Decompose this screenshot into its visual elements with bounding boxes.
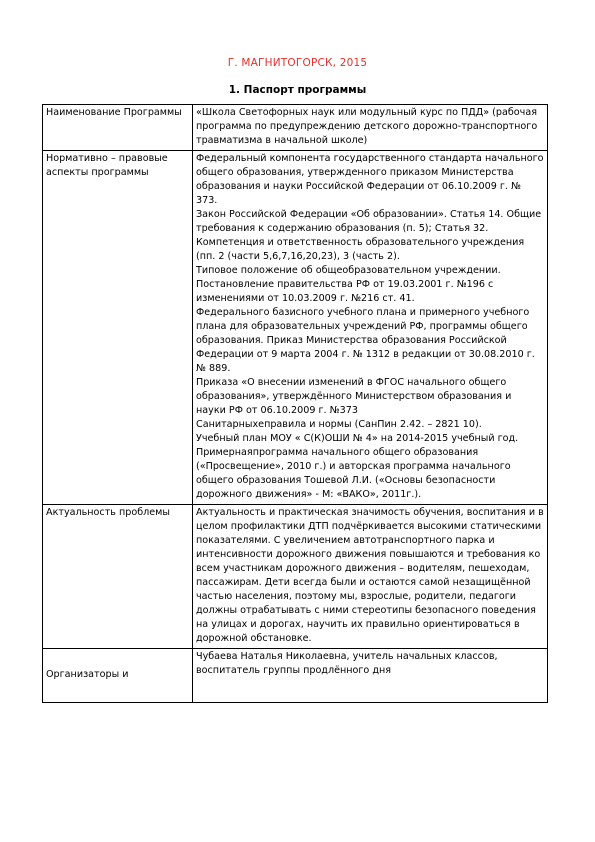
row-content (193, 649, 548, 703)
row-content (193, 505, 548, 649)
row-label: Нормативно – правовые аспекты программы (43, 151, 193, 505)
paragraph: Типовое положение об общеобразовательном учреждении. Постановление правительства РФ от 19.03.2001 г. №196 с изменениями от 10.03.2009 г. №216 ст. 41. (196, 265, 501, 304)
row-label: Наименование Программы (43, 105, 193, 151)
section-title: 1. Паспорт программы (228, 84, 367, 96)
paragraph: «Школа Светофорных наук или модульный курс по ПДД» (рабочая программа по предупреждению детского дорожно-транспортного травматизма в начальной школе) (196, 107, 538, 146)
paragraph: Приказа «О внесении изменений в ФГОС начального общего образования», утверждённого Министерством образования и науки РФ от 06.10.2009 г. №373 (196, 377, 512, 416)
row-label: Организаторы и (46, 669, 129, 680)
paragraph: Чубаева Наталья Николаевна, учитель начальных классов, воспитатель группы продлённого дня (196, 651, 498, 676)
table-row (43, 649, 548, 703)
table-row (43, 505, 548, 649)
paragraph: Учебный план МОУ « С(К)ОШИ № 4» на 2014-2015 учебный год. (196, 433, 519, 444)
paragraph: Примернаяпрограмма начального общего образования («Просвещение», 2010 г.) и авторская программа начального общего образования Тошевой Л.И. («Основы безопасности дорожного движения» - М: «ВАКО», 2011г.). (196, 447, 511, 500)
program-passport-table (42, 104, 548, 703)
table-row (43, 151, 548, 505)
row-label: Актуальность проблемы (43, 505, 193, 649)
row-content (193, 105, 548, 151)
row-content (193, 151, 548, 505)
paragraph: Федеральный компонента государственного стандарта начального общего образования, утвержденного приказом Министерства образования и науки Российской Федерации от 06.10.2009 г. № 373. (196, 153, 544, 206)
paragraph: Закон Российской Федерации «Об образовании». Статья 14. Общие требования к содержанию образования (п. 5); Статья 32. Компетенция и ответственность образовательного учреждения (пп. 2 (части 5,6,7,16,20,23), 3 (часть 2). (196, 209, 542, 262)
city-year-heading: Г. МАГНИТОГОРСК, 2015 (227, 57, 368, 69)
paragraph: Актуальность и практическая значимость обучения, воспитания и в целом профилактики ДТП подчёркивается высокими статическими показателями. С увеличением автотранспортного парка и интенсивности дорожного движения повышаются и требования ко всем участникам дорожного движения – водителям, пешеходам, пассажирам. Дети всегда были и остаются самой незащищённой частью населения, поэтому мы, взрослые, родители, педагоги должны отрабатывать с ними стереотипы безопасного поведения на улицах и дорогах, научить их правильно ориентироваться в дорожной обстановке. (196, 507, 544, 644)
paragraph: Федерального базисного учебного плана и примерного учебного плана для образовательных учреждений РФ, программы общего образования. Приказ Министерства образования Российской Федерации от 9 марта 2004 г. № 1312 в редакции от 30.08.2010 г. № 889. (196, 307, 535, 374)
table-row (43, 105, 548, 151)
paragraph: Санитарныхеправила и нормы (СанПин 2.42. – 2821 10). (196, 419, 482, 430)
row-label-cell (43, 649, 193, 703)
